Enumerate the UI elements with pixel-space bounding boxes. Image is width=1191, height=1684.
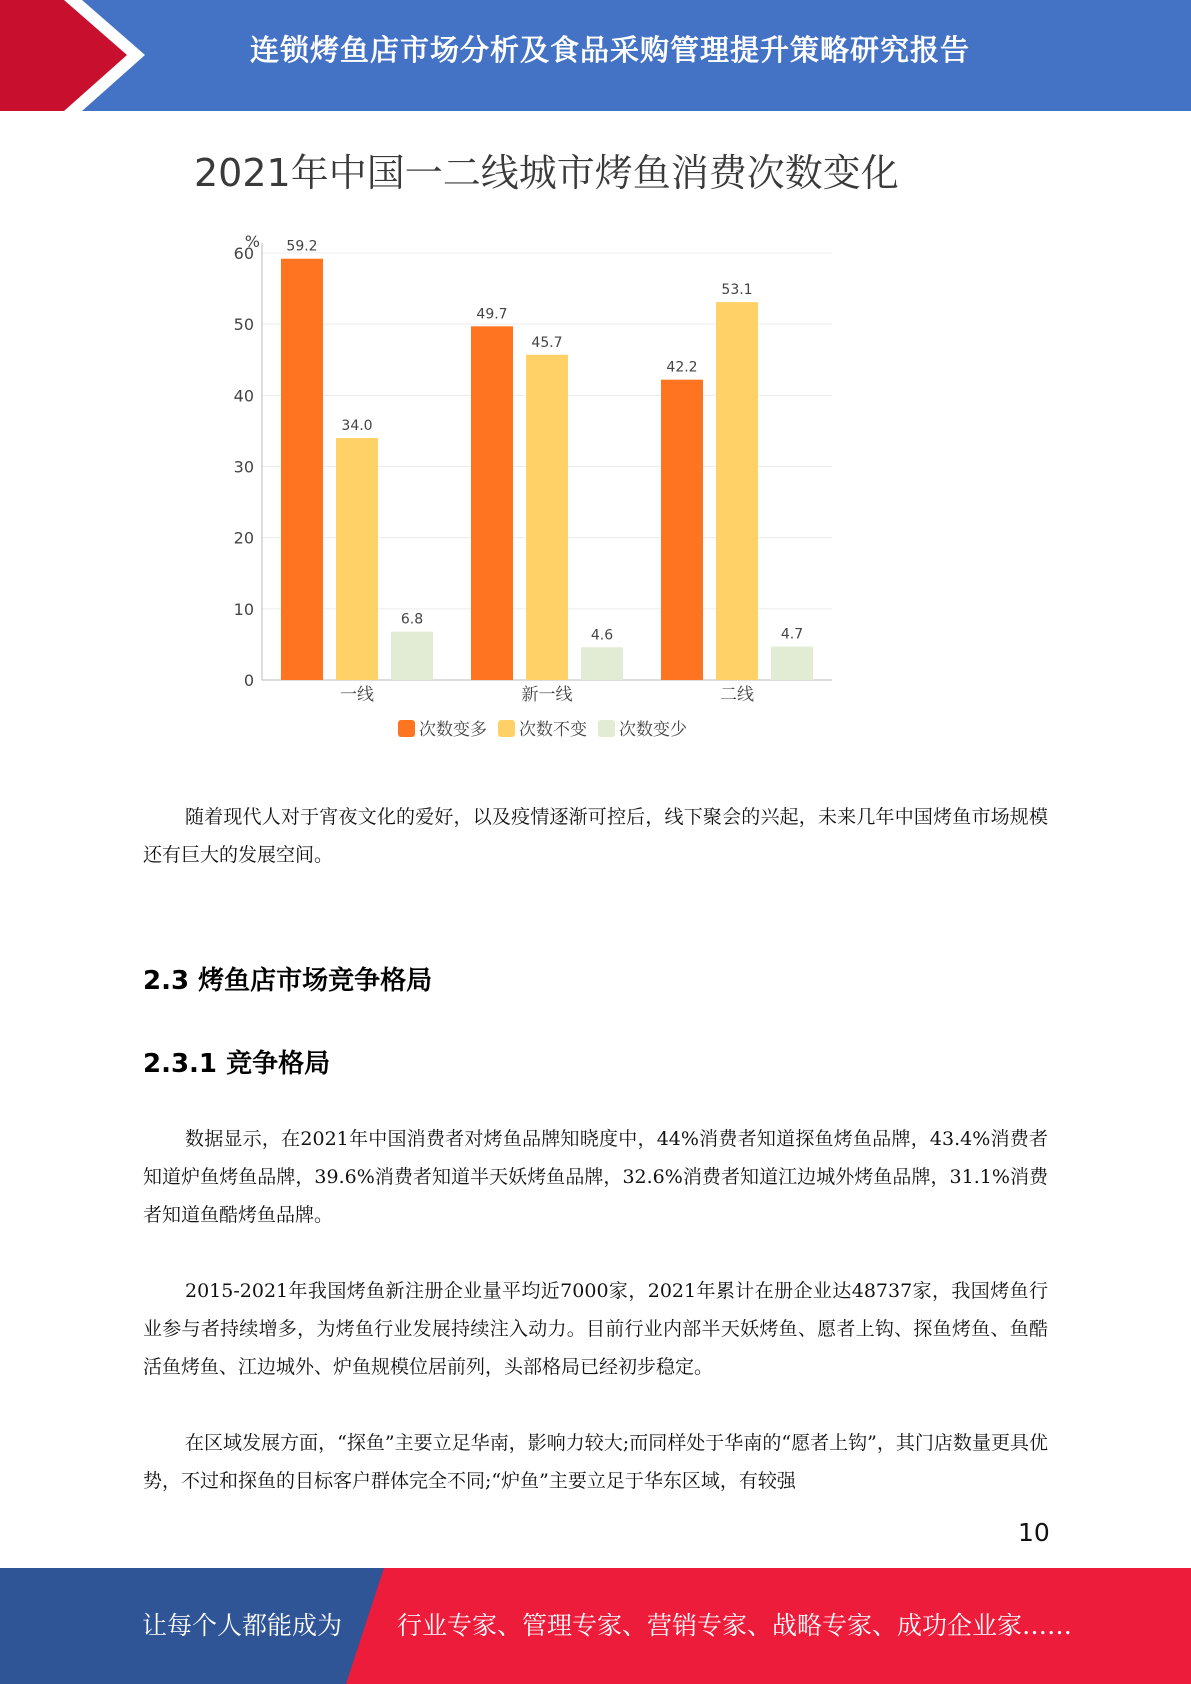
bar-value-label: 42.2 — [666, 359, 698, 376]
bar — [336, 438, 378, 680]
page-number: 10 — [1018, 1518, 1050, 1547]
bar-value-label: 4.6 — [590, 627, 614, 644]
paragraph-registrations: 2015-2021年我国烤鱼新注册企业量平均近7000家，2021年累计在册企业达48737家，我国烤鱼行业参与者持续增多，为烤鱼行业发展持续注入动力。目前行业内部半天妖烤鱼、愿者上钩、探鱼烤鱼、鱼酷活鱼烤鱼、江边城外、炉鱼规模位居前列，头部格局已经初步稳定。 — [143, 1280, 1048, 1378]
y-tick-label: 60 — [233, 244, 254, 263]
bar-value-label: 45.7 — [531, 334, 563, 351]
bar-value-label: 59.2 — [286, 238, 318, 255]
paragraph-brand-awareness: 数据显示，在2021年中国消费者对烤鱼品牌知晓度中，44%消费者知道探鱼烤鱼品牌，43.4%消费者知道炉鱼烤鱼品牌，39.6%消费者知道半天妖烤鱼品牌，32.6%消费者知道江边城外烤鱼品牌，31.1%消费者知道鱼酷烤鱼品牌。 — [143, 1128, 1048, 1226]
y-tick-label: 30 — [233, 457, 254, 477]
bar — [391, 632, 433, 680]
section-heading-2-3: 2.3 烤鱼店市场竞争格局 — [143, 966, 433, 996]
bar — [526, 355, 568, 680]
x-tick-label: 新一线 — [521, 685, 573, 705]
paragraph-outlook: 随着现代人对于宵夜文化的爱好，以及疫情逐渐可控后，线下聚会的兴起，未来几年中国烤鱼市场规模还有巨大的发展空间。 — [143, 806, 1048, 866]
chart-bars — [281, 259, 813, 680]
bar-value-label: 49.7 — [476, 306, 508, 323]
footer-slogan: 让每个人都能成为 — [142, 1611, 343, 1640]
y-tick-label: 10 — [233, 599, 254, 619]
bar — [661, 380, 703, 680]
y-tick-label: 40 — [233, 386, 254, 406]
legend-swatch — [498, 720, 515, 737]
x-tick-label: 二线 — [720, 685, 754, 705]
legend-swatch — [398, 720, 415, 737]
bar — [471, 326, 513, 680]
chart-legend — [398, 720, 687, 740]
legend-label: 次数变少 — [619, 720, 687, 740]
bar-value-label: 4.7 — [780, 626, 804, 643]
legend-label: 次数变多 — [419, 720, 487, 740]
bar-value-label: 53.1 — [721, 282, 753, 299]
paragraph-regional: 在区域发展方面，“探鱼”主要立足华南，影响力较大;而同样处于华南的“愿者上钩”，其门店数量更具优势，不过和探鱼的目标客户群体完全不同;“炉鱼”主要立足于华东区域，有较强 — [143, 1432, 1048, 1492]
bar — [281, 259, 323, 680]
y-tick-label: 50 — [233, 315, 254, 335]
footer-banner — [0, 1568, 1191, 1684]
report-title: 连锁烤鱼店市场分析及食品采购管理提升策略研究报告 — [249, 33, 970, 67]
chart-title: 2021年中国一二线城市烤鱼消费次数变化 — [194, 151, 899, 195]
bar — [771, 647, 813, 680]
y-unit-label: % — [244, 232, 260, 251]
bar — [716, 302, 758, 680]
bar-value-label: 34.0 — [341, 418, 373, 435]
bar-value-label: 6.8 — [400, 611, 424, 628]
footer-professions: 行业专家、管理专家、营销专家、战略专家、成功企业家…… — [397, 1611, 1073, 1640]
bar-chart — [0, 0, 1191, 760]
section-heading-2-3-1: 2.3.1 竞争格局 — [143, 1049, 331, 1079]
y-tick-label: 20 — [233, 528, 254, 548]
y-tick-label: 0 — [243, 671, 254, 690]
bar — [581, 647, 623, 680]
x-tick-label: 一线 — [340, 685, 374, 705]
legend-label: 次数不变 — [519, 720, 587, 740]
legend-swatch — [598, 720, 615, 737]
